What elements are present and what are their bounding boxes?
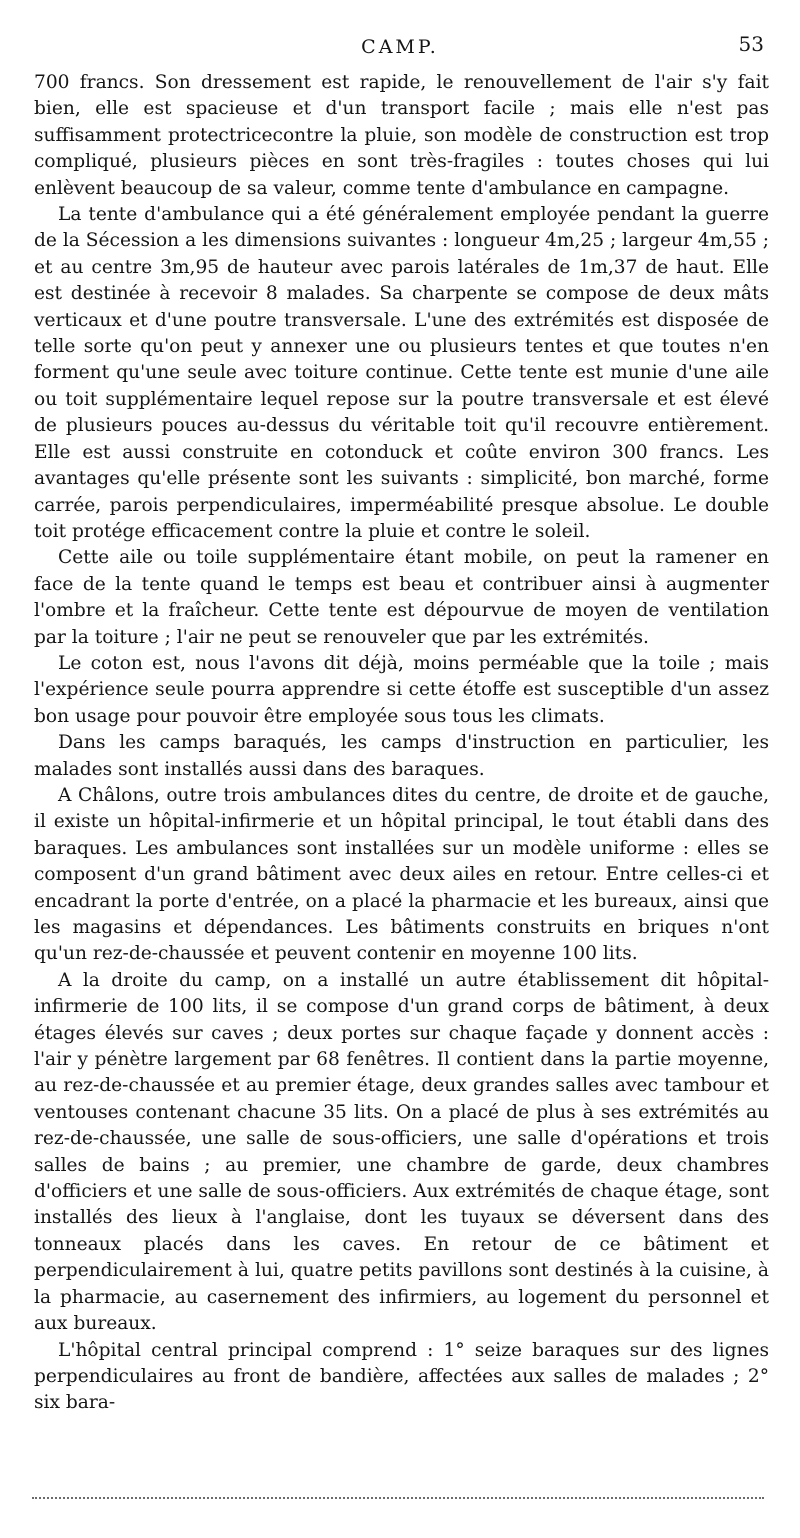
paragraph-central-hospital: L'hôpital central principal comprend : 1° seize baraques sur des lignes perpendiculaires au front de bandière, affectées aux salles de malades ; 2° six bara- xyxy=(34,1339,769,1414)
running-head xyxy=(0,32,800,56)
body-text xyxy=(34,70,769,1417)
paragraph-movable-wing: Cette aile ou toile supplémentaire étant mobile, on peut la ramener en face de la tente quand le temps est beau et contribuer ainsi à augmenter l'ombre et la fraîcheur. Cette tente est dépourvue de moyen de ventilation par la toiture ; l'air ne peut se renouveler que par les extrémités. xyxy=(34,547,769,648)
paragraph-continuation: 700 francs. Son dressement est rapide, le renouvellement de l'air s'y fait bien, elle est spacieuse et d'un transport facile ; mais elle n'est pas suffisamment protectricecontre la pluie, son modèle de construction est trop compliqué, plusieurs pièces en sont très-fragiles : toutes choses qui lui enlèvent beaucoup de sa valeur, comme tente d'ambulance en campagne. xyxy=(34,72,769,199)
paragraph-barrack-camps: Dans les camps baraqués, les camps d'instruction en particulier, les malades sont installés aussi dans des baraques. xyxy=(34,732,769,780)
paragraph-secession-tent: La tente d'ambulance qui a été généralement employée pendant la guerre de la Sécession a les dimensions suivantes : longueur 4m,25 ; largeur 4m,55 ; et au centre 3m,95 de hauteur avec parois latérales de 1m,37 de haut. Elle est destinée à recevoir 8 malades. Sa charpente se compose de deux mâts verticaux et d'une poutre transversale. L'une des extrémités est disposée de telle sorte qu'on peut y annexer une ou plusieurs tentes et que toutes n'en forment qu'une seule avec toiture continue. Cette tente est munie d'une aile ou toit supplémentaire lequel repose sur la poutre transversale et est élevé de plusieurs pouces au-dessus du véritable toit qu'il recouvre entièrement. Elle est aussi construite en cotonduck et coûte environ 300 francs. Les avantages qu'elle présente sont les suivants : simplicité, bon marché, forme carrée, parois perpendiculaires, imperméabilité presque absolue. Le double toit protége efficacement contre la pluie et contre le soleil. xyxy=(34,204,769,542)
running-title: CAMP. xyxy=(361,36,439,58)
paragraph-cotton: Le coton est, nous l'avons dit déjà, moins perméable que la toile ; mais l'expérience seule pourra apprendre si cette étoffe est susceptible d'un assez bon usage pour pouvoir être employée sous tous les climats. xyxy=(34,652,769,727)
paragraph-chalons: A Châlons, outre trois ambulances dites du centre, de droite et de gauche, il existe un hôpital-infirmerie et un hôpital principal, le tout établi dans des baraques. Les ambulances sont installées sur un modèle uniforme : elles se composent d'un grand bâtiment avec deux ailes en retour. Entre celles-ci et encadrant la porte d'entrée, on a placé la pharmacie et les bureaux, ainsi que les magasins et dépendances. Les bâtiments construits en briques n'ont qu'un rez-de-chaussée et peuvent contenir en moyenne 100 lits. xyxy=(34,784,769,965)
paragraph-hospital-infirmary: A la droite du camp, on a installé un autre établissement dit hôpital-infirmerie de 100 lits, il se compose d'un grand corps de bâtiment, à deux étages élevés sur caves ; deux portes sur chaque façade y donnent accès : l'air y pénètre largement par 68 fenêtres. Il contient dans la partie moyenne, au rez-de-chaussée et au premier étage, deux grandes salles avec tambour et ventouses contenant chacune 35 lits. On a placé de plus à ses extrémités au rez-de-chaussée, une salle de sous-officiers, une salle d'opérations et trois salles de bains ; au premier, une chambre de garde, deux chambres d'officiers et une salle de sous-officiers. Aux extrémités de chaque étage, sont installés des lieux à l'anglaise, dont les tuyaux se déversent dans des tonneaux placés dans les caves. En retour de ce bâtiment et perpendiculairement à lui, quatre petits pavillons sont destinés à la cuisine, à la pharmacie, au casernement des infirmiers, au logement du personnel et aux bureaux. xyxy=(34,969,769,1335)
page-number: 53 xyxy=(738,32,764,56)
footer-dotted-rule xyxy=(32,1497,764,1499)
